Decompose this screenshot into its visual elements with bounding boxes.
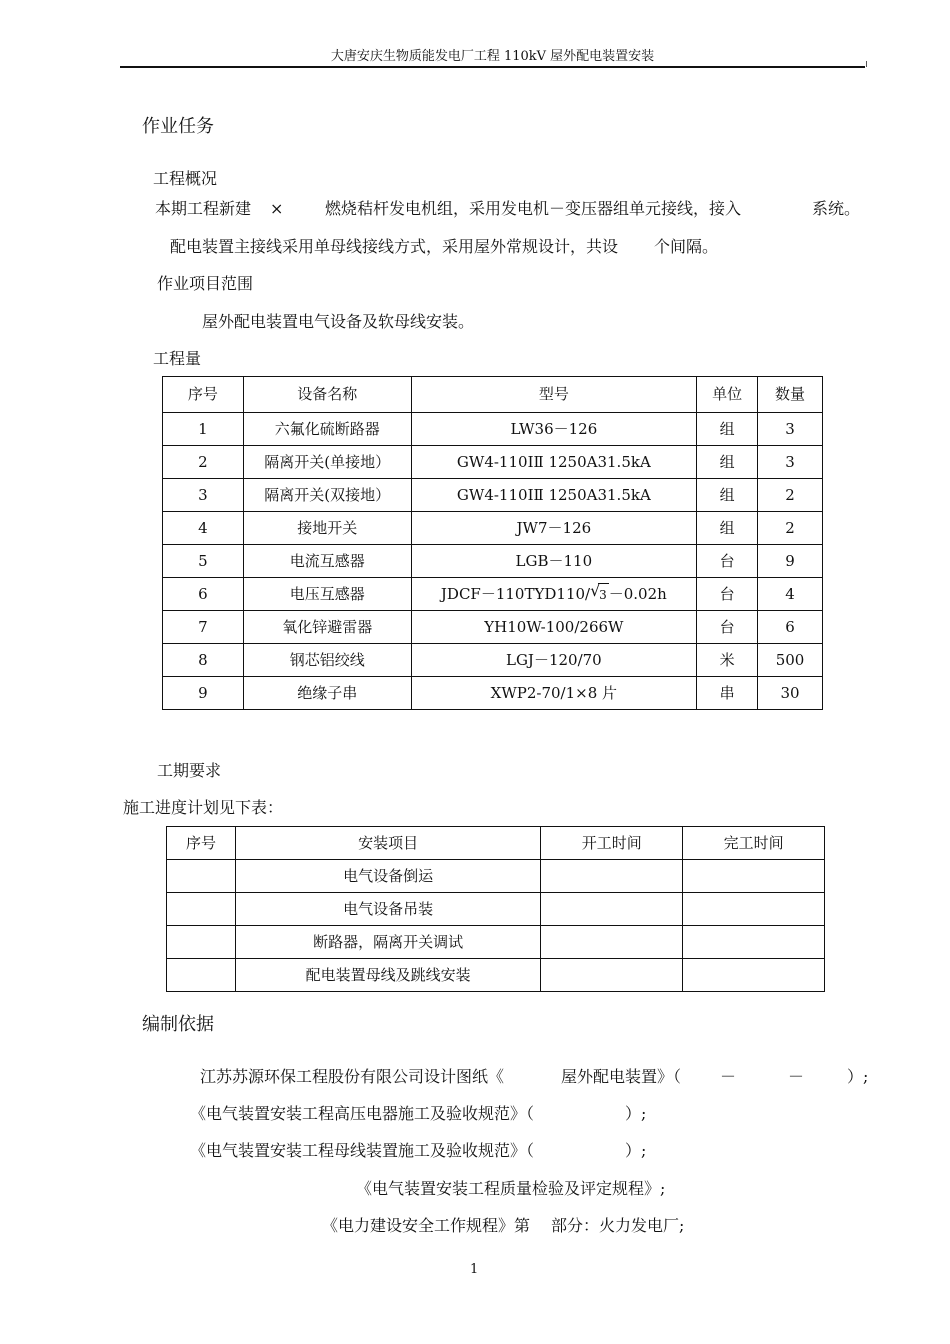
table-row [163, 479, 823, 512]
table-row [163, 578, 823, 611]
table-row [163, 545, 823, 578]
equipment-model: YH10W-100/266W [411, 611, 697, 644]
equipment-name: 六氟化硫断路器 [243, 413, 411, 446]
section-title-quantity: 工程量 [153, 349, 202, 368]
header-tick [866, 61, 867, 67]
row-number: 9 [163, 677, 244, 710]
table-row [167, 959, 825, 992]
equipment-name: 电流互感器 [243, 545, 411, 578]
overview-text-1c: 燃烧秸杆发电机组，采用发电机－变压器组单元接线，接入 [325, 199, 742, 218]
basis-ref-4: 《电气装置安装工程质量检验及评定规程》; [356, 1179, 666, 1198]
schedule-table [166, 826, 825, 992]
header-cell: 开工时间 [541, 827, 683, 860]
equipment-qty: 3 [758, 446, 823, 479]
equipment-unit: 组 [697, 479, 758, 512]
equipment-model: XWP2-70/1×8 片 [411, 677, 697, 710]
equipment-model: GW4-110ⅠⅡ 1250A31.5kA [411, 479, 697, 512]
basis-ref-3b: ）; [625, 1141, 647, 1160]
equipment-name: 隔离开关(单接地） [243, 446, 411, 479]
row-number: 1 [163, 413, 244, 446]
equipment-qty: 2 [758, 512, 823, 545]
row-number: 6 [163, 578, 244, 611]
basis-ref-1d: － [788, 1067, 805, 1086]
equipment-model: LW36－126 [411, 413, 697, 446]
equipment-qty: 500 [758, 644, 823, 677]
table-row [163, 512, 823, 545]
basis-ref-1e: ）; [847, 1067, 869, 1086]
basis-ref-1c: － [720, 1067, 737, 1086]
start-time [541, 959, 683, 992]
model-text-suffix: －0.02h [608, 584, 667, 603]
table-row [167, 926, 825, 959]
sqrt-symbol: √ 3 [590, 586, 609, 604]
equipment-qty: 2 [758, 479, 823, 512]
basis-ref-3a: 《电气装置安装工程母线装置施工及验收规范》（ [190, 1141, 535, 1160]
end-time [683, 959, 825, 992]
row-number: 2 [163, 446, 244, 479]
schedule-intro: 施工进度计划见下表： [123, 798, 284, 817]
row-number [167, 893, 236, 926]
basis-ref-1b: 屋外配电装置》（ [561, 1067, 682, 1086]
header-cell: 序号 [163, 377, 244, 413]
header-cell: 型号 [411, 377, 697, 413]
install-item: 电气设备倒运 [235, 860, 541, 893]
equipment-model: GW4-110ⅠⅡ 1250A31.5kA [411, 446, 697, 479]
table-row [163, 644, 823, 677]
equipment-qty: 30 [758, 677, 823, 710]
start-time [541, 893, 683, 926]
page-header: 大唐安庆生物质能发电厂工程 110kV 屋外配电装置安装 [330, 49, 655, 64]
table-header-row [163, 377, 823, 413]
page-number: 1 [470, 1262, 479, 1277]
header-cell: 单位 [697, 377, 758, 413]
row-number: 4 [163, 512, 244, 545]
equipment-qty: 6 [758, 611, 823, 644]
header-cell: 安装项目 [235, 827, 541, 860]
basis-ref-1a: 江苏苏源环保工程股份有限公司设计图纸《 [200, 1067, 505, 1086]
header-cell: 完工时间 [683, 827, 825, 860]
overview-text-2b: 个间隔。 [654, 237, 719, 256]
overview-text-2a: 配电装置主接线采用单母线接线方式，采用屋外常规设计，共设 [170, 237, 619, 256]
basis-ref-2a: 《电气装置安装工程高压电器施工及验收规范》（ [190, 1104, 535, 1123]
table-row [167, 860, 825, 893]
row-number: 7 [163, 611, 244, 644]
row-number [167, 959, 236, 992]
equipment-qty: 4 [758, 578, 823, 611]
row-number: 8 [163, 644, 244, 677]
section-title-scope: 作业项目范围 [157, 274, 254, 293]
equipment-unit: 组 [697, 413, 758, 446]
header-cell: 数量 [758, 377, 823, 413]
table-row [167, 893, 825, 926]
model-text-prefix: JDCF－110TYD110/ [440, 584, 591, 603]
equipment-unit: 台 [697, 578, 758, 611]
table-row [163, 611, 823, 644]
equipment-unit: 台 [697, 611, 758, 644]
equipment-unit: 串 [697, 677, 758, 710]
table-row [163, 446, 823, 479]
row-number [167, 926, 236, 959]
scope-text: 屋外配电装置电气设备及软母线安装。 [202, 312, 475, 331]
table-header-row [167, 827, 825, 860]
equipment-name: 钢芯铝绞线 [243, 644, 411, 677]
table-row [163, 413, 823, 446]
header-rule [120, 66, 865, 68]
end-time [683, 926, 825, 959]
row-number: 5 [163, 545, 244, 578]
basis-ref-2b: ）; [625, 1104, 647, 1123]
equipment-model [411, 578, 697, 611]
overview-text-1a: 本期工程新建 [155, 199, 252, 218]
equipment-model: LGJ－120/70 [411, 644, 697, 677]
basis-ref-5b: 部分：火力发电厂; [551, 1216, 685, 1235]
section-title-basis: 编制依据 [142, 1014, 214, 1035]
row-number: 3 [163, 479, 244, 512]
section-title-task: 作业任务 [142, 116, 214, 137]
end-time [683, 893, 825, 926]
equipment-unit: 米 [697, 644, 758, 677]
overview-text-1b: × [270, 199, 284, 218]
equipment-qty: 9 [758, 545, 823, 578]
install-item: 电气设备吊装 [235, 893, 541, 926]
equipment-name: 电压互感器 [243, 578, 411, 611]
equipment-unit: 台 [697, 545, 758, 578]
overview-text-1d: 系统。 [812, 199, 861, 218]
header-cell: 设备名称 [243, 377, 411, 413]
header-cell: 序号 [167, 827, 236, 860]
end-time [683, 860, 825, 893]
table-row [163, 677, 823, 710]
start-time [541, 926, 683, 959]
install-item: 配电装置母线及跳线安装 [235, 959, 541, 992]
start-time [541, 860, 683, 893]
equipment-model: LGB－110 [411, 545, 697, 578]
section-title-period: 工期要求 [157, 761, 222, 780]
equipment-name: 隔离开关(双接地） [243, 479, 411, 512]
equipment-model: JW7－126 [411, 512, 697, 545]
basis-ref-5a: 《电力建设安全工作规程》第 [322, 1216, 531, 1235]
quantity-table [162, 376, 823, 710]
row-number [167, 860, 236, 893]
equipment-name: 绝缘子串 [243, 677, 411, 710]
equipment-unit: 组 [697, 446, 758, 479]
equipment-name: 氧化锌避雷器 [243, 611, 411, 644]
section-title-overview: 工程概况 [153, 169, 218, 188]
equipment-name: 接地开关 [243, 512, 411, 545]
equipment-qty: 3 [758, 413, 823, 446]
install-item: 断路器，隔离开关调试 [235, 926, 541, 959]
equipment-unit: 组 [697, 512, 758, 545]
